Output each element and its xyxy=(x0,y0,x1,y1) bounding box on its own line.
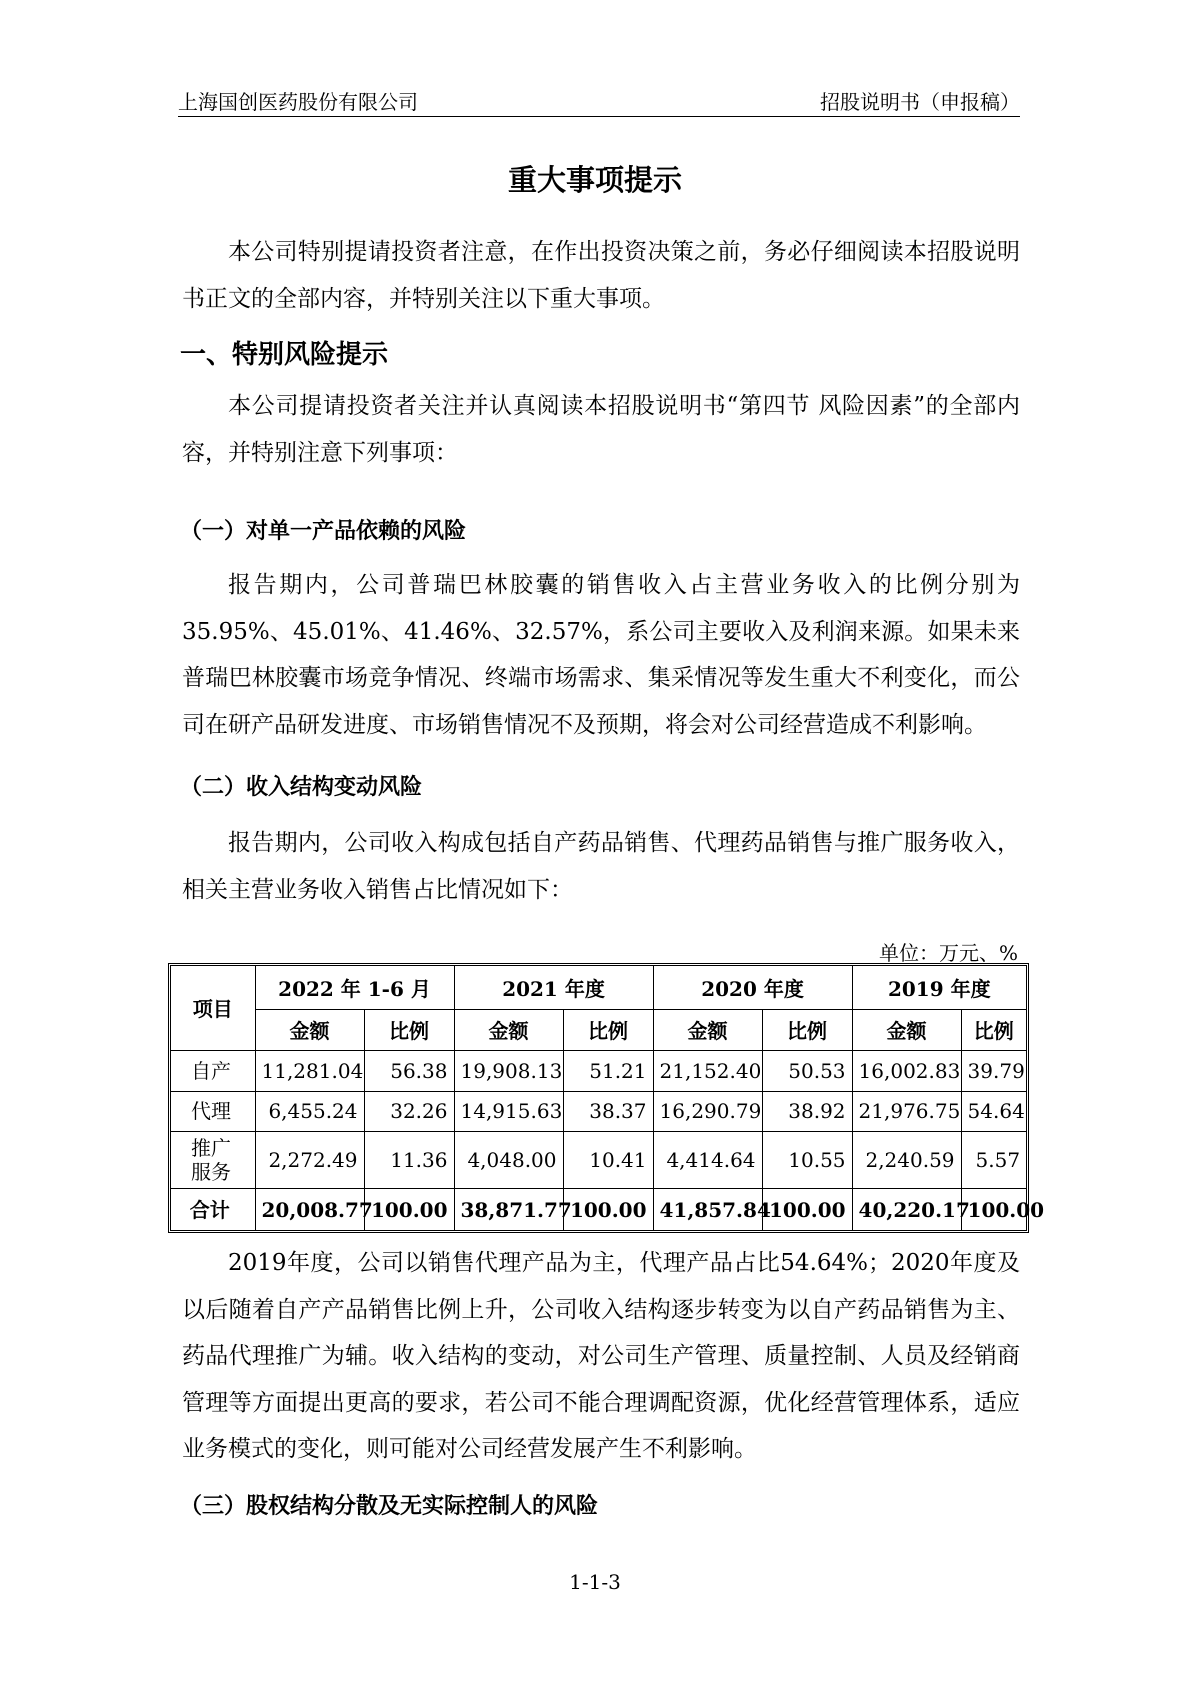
table-row xyxy=(171,1050,1026,1091)
subsection-paragraph-2b: 2019年度，公司以销售代理产品为主，代理产品占比54.64%；2020年度及以后随着自产产品销售比例上升，公司收入结构逐步转变为以自产药品销售为主、药品代理推广为辅。收入结构的变动，对公司生产管理、质量控制、人员及经销商管理等方面提出更高的要求，若公司不能合理调配资源，优化经营管理体系，适应业务模式的变化，则可能对公司经营发展产生不利影响。 xyxy=(182,1250,1020,1462)
table-cell: 39.79 xyxy=(961,1050,1026,1091)
subsection-heading-3: （三）股权结构分散及无实际控制人的风险 xyxy=(180,1494,599,1519)
table-cell: 4,048.00 xyxy=(454,1131,563,1189)
table-cell: 38.37 xyxy=(563,1091,653,1131)
amount-header: 金额 xyxy=(852,1009,961,1050)
table-unit-note: 单位：万元、% xyxy=(878,941,1018,965)
ratio-header: 比例 xyxy=(364,1009,454,1050)
table-cell: 10.55 xyxy=(762,1131,852,1189)
table-cell: 11,281.04 xyxy=(255,1050,364,1091)
table-cell: 56.38 xyxy=(364,1050,454,1091)
table-total-row xyxy=(171,1189,1026,1230)
header-company: 上海国创医药股份有限公司 xyxy=(178,90,418,114)
table-row xyxy=(171,1091,1026,1131)
page-header xyxy=(178,82,1020,117)
ratio-header: 比例 xyxy=(762,1009,852,1050)
table-cell: 100.00 xyxy=(563,1189,653,1230)
item-header: 项目 xyxy=(171,966,255,1050)
row-label: 推广服务 xyxy=(171,1131,255,1189)
table-cell: 4,414.64 xyxy=(653,1131,762,1189)
table-cell: 6,455.24 xyxy=(255,1091,364,1131)
row-label: 自产 xyxy=(171,1050,255,1091)
table-cell: 21,976.75 xyxy=(852,1091,961,1131)
table-cell: 20,008.77 xyxy=(255,1189,364,1230)
ratio-header: 比例 xyxy=(961,1009,1026,1050)
table-subheader-row xyxy=(171,1009,1026,1050)
subsection-paragraph-1: 报告期内，公司普瑞巴林胶囊的销售收入占主营业务收入的比例分别为35.95%、45.01%、41.46%、32.57%，系公司主要收入及利润来源。如果未来普瑞巴林胶囊市场竞争情况、终端市场需求、集采情况等发生重大不利变化，而公司在研产品研发进度、市场销售情况不及预期，将会对公司经营造成不利影响。 xyxy=(182,572,1020,738)
table-cell: 38.92 xyxy=(762,1091,852,1131)
table-cell: 19,908.13 xyxy=(454,1050,563,1091)
table-cell: 40,220.17 xyxy=(852,1189,961,1230)
table-cell: 54.64 xyxy=(961,1091,1026,1131)
table-cell: 51.21 xyxy=(563,1050,653,1091)
table-cell: 5.57 xyxy=(961,1131,1026,1189)
table-cell: 16,290.79 xyxy=(653,1091,762,1131)
page-title: 重大事项提示 xyxy=(507,163,682,197)
row-label: 合计 xyxy=(171,1189,255,1230)
table-cell: 100.00 xyxy=(762,1189,852,1230)
row-label: 代理 xyxy=(171,1091,255,1131)
page-number: 1-1-3 xyxy=(569,1570,621,1594)
table-cell: 100.00 xyxy=(961,1189,1026,1230)
period-header: 2019 年度 xyxy=(852,966,1026,1009)
header-doc-type: 招股说明书（申报稿） xyxy=(820,90,1020,114)
intro-paragraph: 本公司特别提请投资者注意，在作出投资决策之前，务必仔细阅读本招股说明书正文的全部内容，并特别关注以下重大事项。 xyxy=(182,239,1020,312)
amount-header: 金额 xyxy=(255,1009,364,1050)
amount-header: 金额 xyxy=(653,1009,762,1050)
ratio-header: 比例 xyxy=(563,1009,653,1050)
period-header: 2021 年度 xyxy=(454,966,653,1009)
table-cell: 41,857.84 xyxy=(653,1189,762,1230)
table-cell: 38,871.77 xyxy=(454,1189,563,1230)
table-cell: 10.41 xyxy=(563,1131,653,1189)
subsection-heading-1: （一）对单一产品依赖的风险 xyxy=(180,519,467,544)
table-cell: 32.26 xyxy=(364,1091,454,1131)
table-row xyxy=(171,1131,1026,1189)
table-cell: 11.36 xyxy=(364,1131,454,1189)
subsection-paragraph-2: 报告期内，公司收入构成包括自产药品销售、代理药品销售与推广服务收入，相关主营业务收入销售占比情况如下： xyxy=(182,830,1020,903)
table-cell: 21,152.40 xyxy=(653,1050,762,1091)
table-cell: 14,915.63 xyxy=(454,1091,563,1131)
table-cell: 100.00 xyxy=(364,1189,454,1230)
subsection-heading-2: （二）收入结构变动风险 xyxy=(180,775,423,800)
table-header-row xyxy=(171,966,1026,1009)
table-cell: 2,240.59 xyxy=(852,1131,961,1189)
period-header: 2020 年度 xyxy=(653,966,852,1009)
amount-header: 金额 xyxy=(454,1009,563,1050)
table-cell: 16,002.83 xyxy=(852,1050,961,1091)
table-cell: 2,272.49 xyxy=(255,1131,364,1189)
section-paragraph: 本公司提请投资者关注并认真阅读本招股说明书“第四节 风险因素”的全部内容，并特别注意下列事项： xyxy=(182,393,1020,466)
table-cell: 50.53 xyxy=(762,1050,852,1091)
period-header: 2022 年 1-6 月 xyxy=(255,966,454,1009)
section-heading: 一、特别风险提示 xyxy=(180,340,389,370)
revenue-table xyxy=(168,963,1045,1233)
